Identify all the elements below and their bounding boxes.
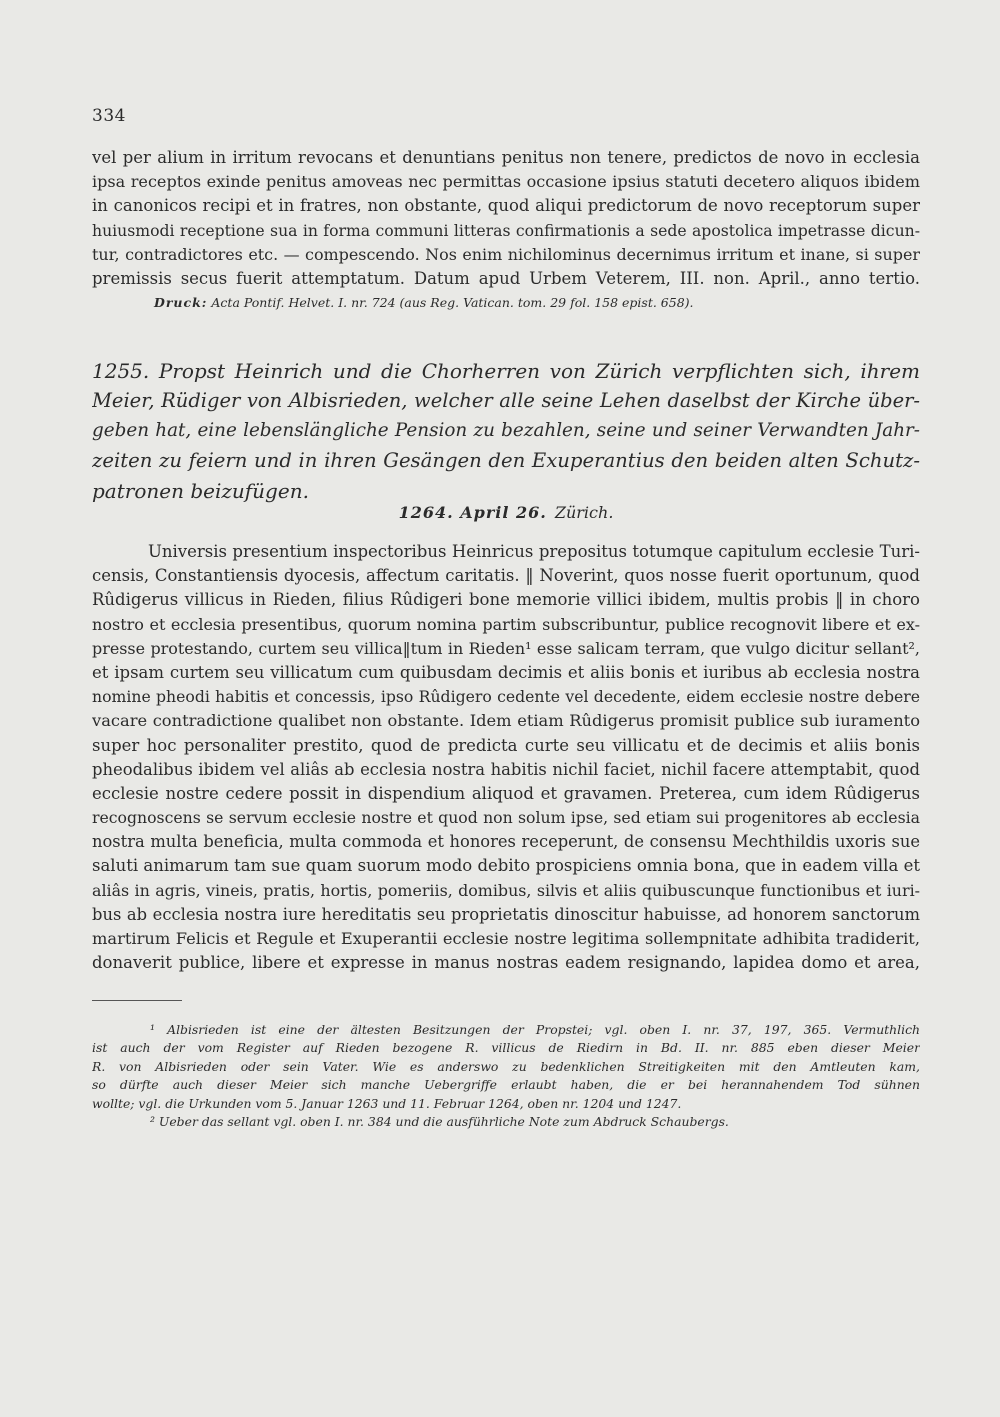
footnote-rule (92, 1000, 182, 1001)
footnotes (92, 1021, 920, 1131)
footnote-1-line: so dürfte auch dieser Meier sich manche Uebergriffe erlaubt haben, die er bei herannahendem Tod sühnen (92, 1077, 920, 1093)
page-number: 334 (92, 106, 126, 126)
text-line: bus ab ecclesia nostra iure hereditatis seu proprietatis dinoscitur habuisse, ad honorem sanctorum (92, 904, 920, 924)
footnote-2: ² Ueber das sellant vgl. oben I. nr. 384 und die ausführliche Note zum Abdruck Schaubergs. (150, 1113, 729, 1129)
text-line: saluti animarum tam sue quam suorum modo debito prospiciens omnia bona, que in eadem villa et (92, 856, 920, 876)
text-line: aliâs in agris, vineis, pratis, hortis, pomeriis, domibus, silvis et aliis quibuscunque functionibus et iuri- (92, 880, 920, 900)
text-line: in canonicos recipi et in fratres, non obstante, quod aliqui predictorum de novo receptorum super (92, 196, 920, 216)
text-line: premissis secus fuerit attemptatum. Datum apud Urbem Veterem, III. non. April., anno tertio. (92, 268, 920, 288)
text-line: Universis presentium inspectoribus Heinricus prepositus totumque capitulum ecclesie Turi- (148, 542, 920, 561)
heading-line: zeiten zu feiern und in ihren Gesängen den Exuperantius den beiden alten Schutz- (92, 449, 920, 472)
text-line: nomine pheodi habitis et concessis, ipso Rûdigero cedente vel decedente, eidem ecclesie nostre debere (92, 687, 920, 707)
document-body (92, 540, 920, 975)
text-line: nostro et ecclesia presentibus, quorum nomina partim subscribuntur, publice recognovit libere et ex- (92, 614, 920, 634)
heading-line: 1255. Propst Heinrich und die Chorherren von Zürich verpflichten sich, ihrem (92, 359, 920, 383)
print-reference (92, 292, 920, 314)
text-line: pheodalibus ibidem vel aliâs ab ecclesia nostra habitis nichil faciet, nichil facere attemptabit, quod (92, 759, 920, 779)
print-reference-label: Druck: (154, 295, 208, 311)
text-line: ecclesie nostre cedere possit in dispendium aliquod et gravamen. Preterea, cum idem Rûdigerus (92, 783, 920, 803)
text-line: nostra multa beneficia, multa commoda et honores receperunt, de consensu Mechthildis uxoris sue (92, 832, 920, 852)
text-line: ipsa receptos exinde penitus amoveas nec permittas occasione ipsius statuti decetero aliquos ibidem (92, 172, 920, 192)
text-line: super hoc personaliter prestito, quod de predicta curte seu villicatu et de decimis et aliis bonis (92, 735, 920, 755)
footnote-1-line: ¹ Albisrieden ist eine der ältesten Besitzungen der Propstei; vgl. oben I. nr. 37, 197, 365. Vermuthlich (150, 1022, 920, 1037)
continuation-text (92, 146, 920, 314)
text-line: recognoscens se servum ecclesie nostre et quod non solum ipse, sed etiam sui progenitores ab ecclesia (92, 808, 920, 828)
dateline (92, 501, 950, 525)
heading-line: patronen beizufügen. (92, 479, 309, 503)
document-place: Zürich. (554, 503, 614, 522)
footnote-1-line: wollte; vgl. die Urkunden vom 5. Januar 1263 und 11. Februar 1264, oben nr. 1204 und 1247. (92, 1095, 682, 1111)
document-heading (92, 356, 920, 506)
text-line: tur, contradictores etc. — compescendo. Nos enim nichilominus decernimus irritum et inane, si super (92, 244, 920, 264)
text-line: vacare contradictione qualibet non obstante. Idem etiam Rûdigerus promisit publice sub iuramento (92, 711, 920, 731)
text-line: vel per alium in irritum revocans et denuntians penitus non tenere, predictos de novo in ecclesia (92, 148, 920, 167)
print-reference-text: Acta Pontif. Helvet. I. nr. 724 (aus Reg. Vatican. tom. 29 fol. 158 epist. 658). (211, 295, 694, 311)
document-date: 1264. April 26. (398, 503, 547, 522)
text-line: presse protestando, curtem seu villica‖tum in Rieden¹ esse salicam terram, que vulgo dicitur sellant², (92, 638, 920, 658)
text-line: donaverit publice, libere et expresse in manus nostras eadem resignando, lapidea domo et area, (92, 953, 920, 973)
heading-line: geben hat, eine lebenslängliche Pension zu bezahlen, seine und seiner Verwandten Jahr- (92, 420, 920, 441)
footnote-1-line: R. von Albisrieden oder sein Vater. Wie es anderswo zu bedenklichen Streitigkeiten mit den Amtleuten kam, (92, 1058, 920, 1074)
text-line: Rûdigerus villicus in Rieden, filius Rûdigeri bone memorie villici ibidem, multis probis ‖ in choro (92, 590, 920, 610)
text-line: martirum Felicis et Regule et Exuperantii ecclesie nostre legitima sollempnitate adhibita tradiderit, (92, 929, 920, 948)
heading-line: Meier, Rüdiger von Albisrieden, welcher alle seine Lehen daselbst der Kirche über- (92, 389, 920, 412)
text-line: censis, Constantiensis dyocesis, affectum caritatis. ‖ Noverint, quos nosse fuerit oportunum, quod (92, 566, 920, 586)
footnote-1-line: ist auch der vom Register auf Rieden bezogene R. villicus de Riedirn in Bd. II. nr. 885 eben dieser Meier (92, 1040, 920, 1056)
text-line: huiusmodi receptione sua in forma communi litteras confirmationis a sede apostolica impetrasse dicun- (92, 220, 920, 240)
text-line: et ipsam curtem seu villicatum cum quibusdam decimis et aliis bonis et iuribus ab ecclesia nostra (92, 662, 920, 682)
